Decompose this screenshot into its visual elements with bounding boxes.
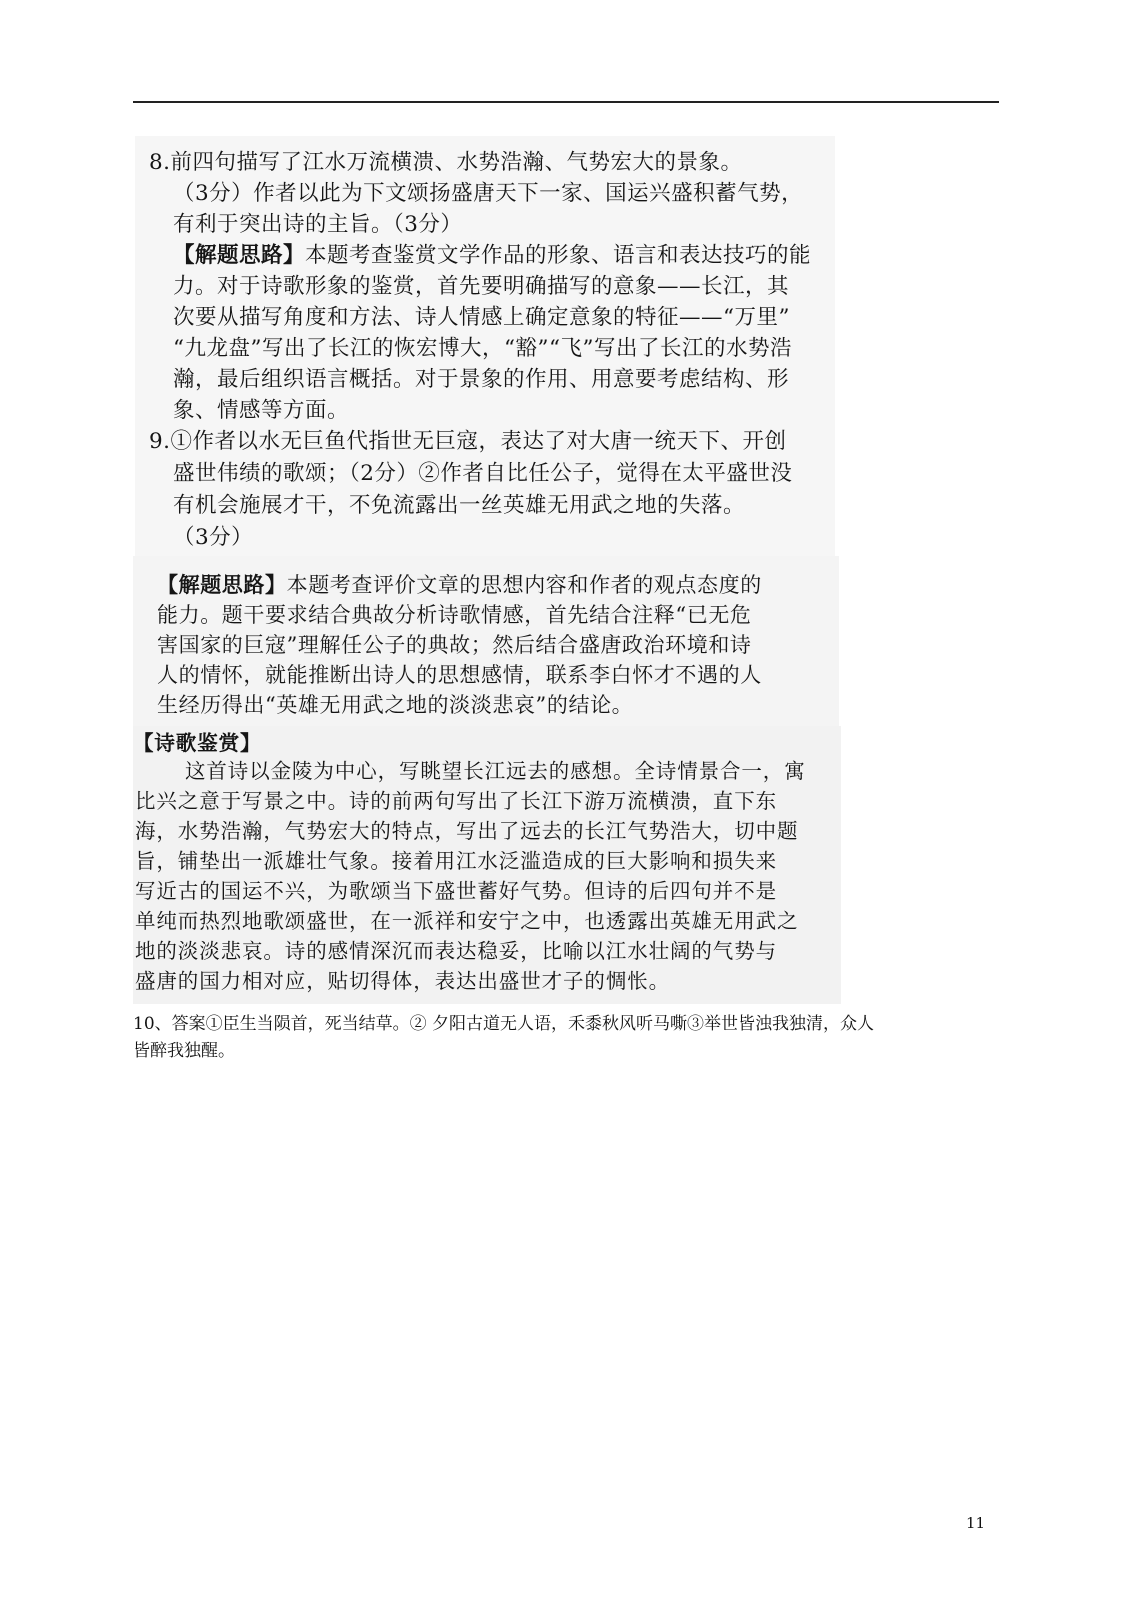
header-rule: [133, 101, 999, 103]
answer-8-analysis-line-5: 瀚，最后组织语言概括。对于景象的作用、用意要考虑结构、形: [173, 367, 790, 392]
answer-9-line-3: 有机会施展才干，不免流露出一丝英雄无用武之地的失落。: [173, 493, 746, 518]
poem-appreciation-line-2: 比兴之意于写景之中。诗的前两句写出了长江下游万流横溃，直下东: [135, 789, 777, 813]
poem-appreciation-line-3: 海，水势浩瀚，气势宏大的特点，写出了远去的长江气势浩大，切中题: [135, 819, 799, 843]
answer-8-line-3: 有利于突出诗的主旨。（3分）: [173, 212, 463, 237]
poem-appreciation-heading: 【诗歌鉴赏】: [133, 731, 262, 755]
scanned-answer-block-8-9: [135, 136, 835, 556]
analysis-9-line-1: 【解题思路】本题考查评价文章的思想内容和作者的观点态度的: [157, 572, 762, 597]
analysis-tag: 【解题思路】: [173, 243, 306, 268]
answer-10-line-2: 皆醉我独醒。: [133, 1041, 235, 1061]
answer-9-line-4: （3分）: [173, 525, 254, 550]
poem-appreciation-line-7: 地的淡淡悲哀。诗的感情深沉而表达稳妥，比喻以江水壮阔的气势与: [135, 939, 777, 963]
scanned-poem-appreciation: [133, 726, 841, 1004]
answer-9-line-1: 9.①作者以水无巨鱼代指世无巨寇，表达了对大唐一统天下、开创: [149, 429, 787, 454]
answer-8-analysis-line-1: 【解题思路】本题考查鉴赏文学作品的形象、语言和表达技巧的能: [173, 243, 812, 268]
answer-8-analysis-line-3: 次要从描写角度和方法、诗人情感上确定意象的特征——“万里”: [173, 305, 790, 330]
answer-8-line-1: 8.前四句描写了江水万流横溃、水势浩瀚、气势宏大的景象。: [149, 150, 743, 175]
analysis-tag: 【解题思路】: [157, 572, 287, 597]
answer-10-line-1: 10、答案①臣生当陨首，死当结草。② 夕阳古道无人语，禾黍秋风听马嘶③举世皆浊我独清，众人: [133, 1014, 875, 1034]
answer-9-line-2: 盛世伟绩的歌颂；（2分）②作者自比任公子，觉得在太平盛世没: [173, 461, 793, 486]
poem-appreciation-line-8: 盛唐的国力相对应，贴切得体，表达出盛世才子的惆怅。: [135, 969, 670, 993]
answer-8-line-2: （3分）作者以此为下文颂扬盛唐天下一家、国运兴盛积蓄气势，: [173, 181, 804, 206]
analysis-9-line-4: 人的情怀，就能推断出诗人的思想感情，联系李白怀才不遇的人: [157, 663, 762, 687]
page-number: 11: [966, 1514, 986, 1532]
poem-appreciation-line-4: 旨，铺垫出一派雄壮气象。接着用江水泛滥造成的巨大影响和损失来: [135, 849, 777, 873]
poem-appreciation-line-1: 这首诗以金陵为中心，写眺望长江远去的感想。全诗情景合一，寓: [185, 759, 806, 783]
answer-10: [133, 1011, 999, 1065]
poem-appreciation-line-6: 单纯而热烈地歌颂盛世，在一派祥和安宁之中，也透露出英雄无用武之: [135, 909, 799, 933]
analysis-9-line-3: 害国家的巨寇”理解任公子的典故；然后结合盛唐政治环境和诗: [157, 633, 752, 657]
answer-8-analysis-line-2: 力。对于诗歌形象的鉴赏，首先要明确描写的意象——长江，其: [173, 274, 790, 299]
analysis-9-line-5: 生经历得出“英雄无用武之地的淡淡悲哀”的结论。: [157, 693, 634, 717]
answer-8-analysis-line-6: 象、情感等方面。: [173, 398, 350, 423]
poem-appreciation-line-5: 写近古的国运不兴，为歌颂当下盛世蓄好气势。但诗的后四句并不是: [135, 879, 777, 903]
answer-8-analysis-line-4: “九龙盘”写出了长江的恢宏博大，“豁”“飞”写出了长江的水势浩: [173, 336, 792, 361]
analysis-9-line-2: 能力。题干要求结合典故分析诗歌情感，首先结合注释“已无危: [157, 603, 752, 627]
scanned-analysis-block-9: [133, 556, 839, 730]
